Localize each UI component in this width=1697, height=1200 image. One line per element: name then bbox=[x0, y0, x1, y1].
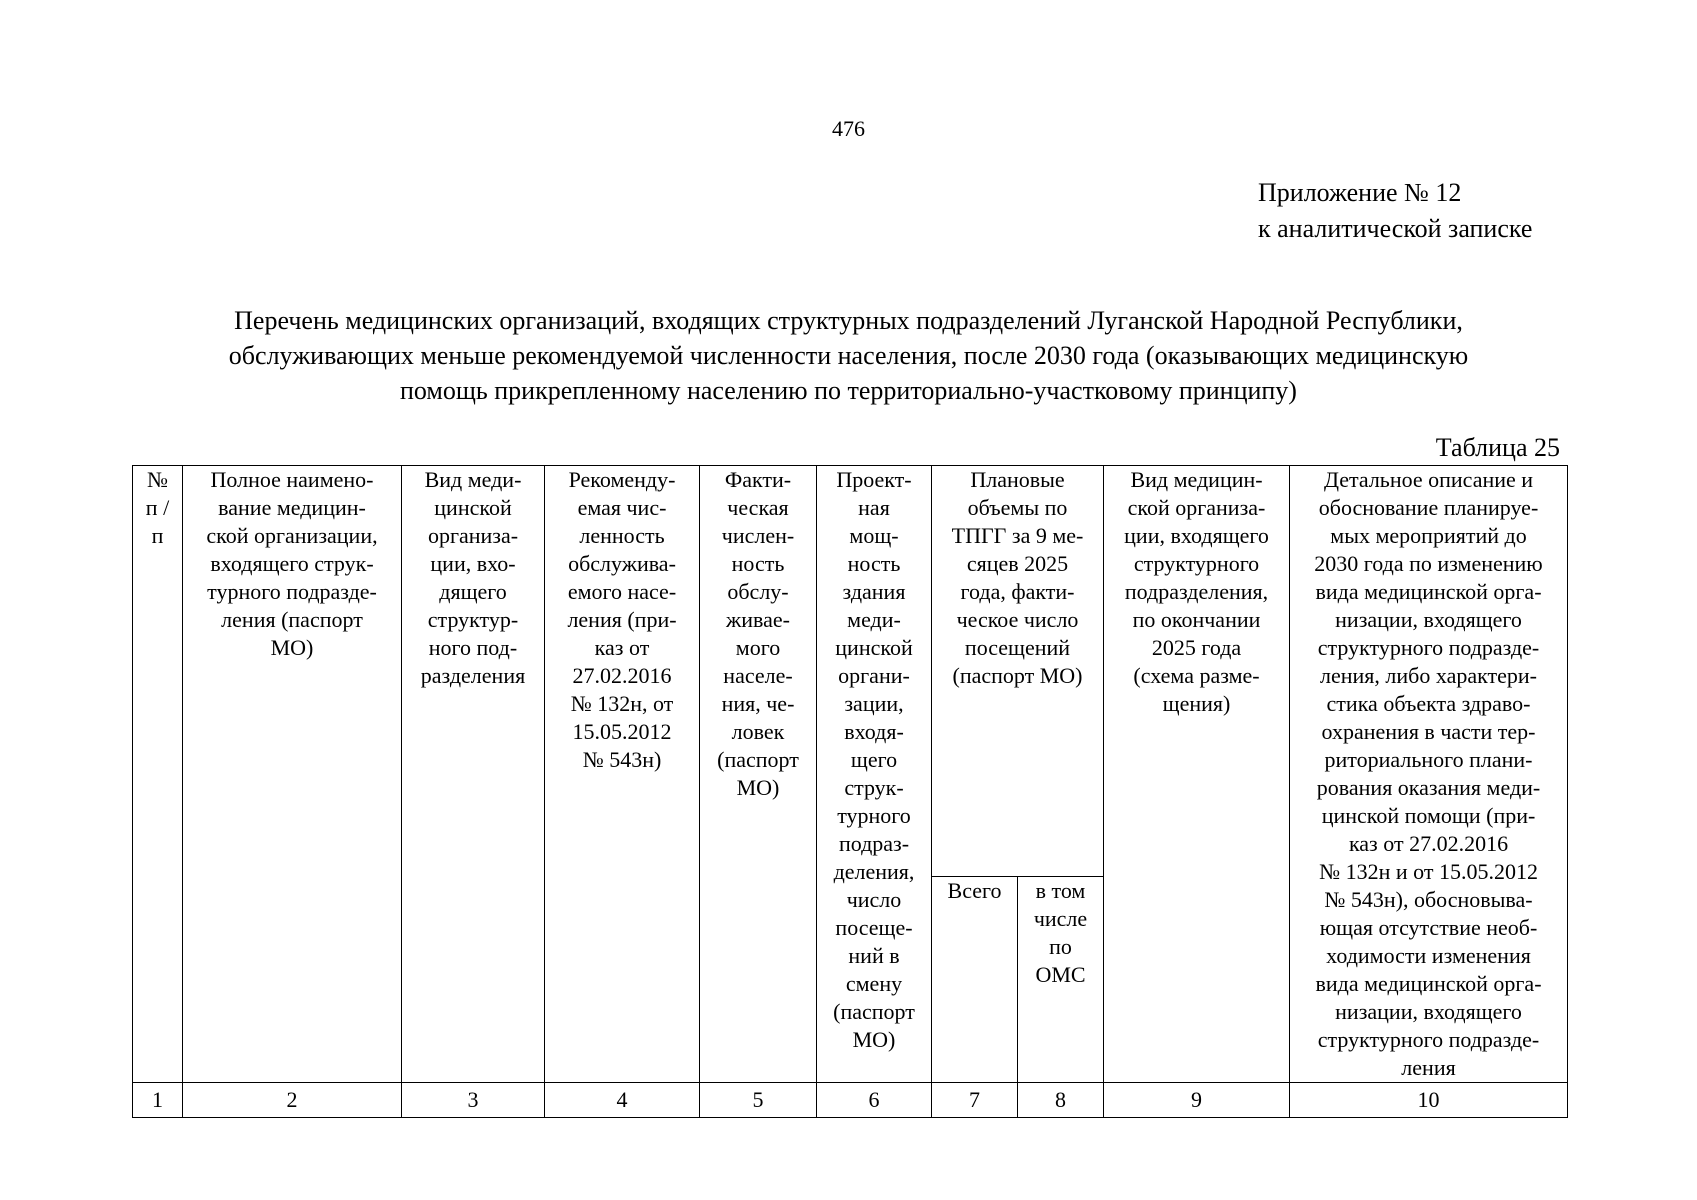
header-detailed-description: Детальное описание и обоснование планируе- мых мероприятий до 2030 года по изменению вида медицинской орга- низации, входящего структурного подразде- ления, либо характери- стика объекта здраво- охранения в части тер- риториального плани- рования оказания меди- цинской помощи (при- каз от 27.02.2016 № 132н и от 15.05.2012 № 543н), обосновыва- ющая отсутствие необ- ходимости изменения вида медицинской орга- низации, входящего структурного подразде- ления bbox=[1290, 466, 1568, 1083]
appendix-note bbox=[1258, 175, 1532, 247]
title-line-3: помощь прикрепленному населению по территориально-участковому принципу) bbox=[400, 376, 1297, 405]
document-title bbox=[120, 303, 1577, 408]
header-planned-total: Всего bbox=[932, 876, 1018, 1082]
column-number: 8 bbox=[1018, 1083, 1104, 1118]
header-organization-type-2025: Вид медицин- ской организа- ции, входящего структурного подразделения, по окончании 2025 года (схема разме- щения) bbox=[1104, 466, 1290, 1083]
appendix-line-1: Приложение № 12 bbox=[1258, 178, 1462, 207]
title-line-2: обслуживающих меньше рекомендуемой численности населения, после 2030 года (оказывающих медицинскую bbox=[228, 341, 1469, 370]
column-number: 6 bbox=[817, 1083, 932, 1118]
header-row bbox=[133, 466, 1568, 877]
header-row-number: № п / п bbox=[133, 466, 183, 1083]
column-number: 10 bbox=[1290, 1083, 1568, 1118]
column-number: 1 bbox=[133, 1083, 183, 1118]
header-design-capacity: Проект- ная мощ- ность здания меди- цинской органи- зации, входя- щего струк- турного подраз- деления, число посеще- ний в смену (паспорт МО) bbox=[817, 466, 932, 1083]
header-organization-type: Вид меди- цинской организа- ции, вхо- дящего структур- ного под- разделения bbox=[402, 466, 545, 1083]
column-number: 2 bbox=[183, 1083, 402, 1118]
appendix-line-2: к аналитической записке bbox=[1258, 214, 1533, 243]
header-organization-name: Полное наимено- вание медицин- ской организации, входящего струк- турного подразде- ления (паспорт МО) bbox=[183, 466, 402, 1083]
column-numbers-row bbox=[133, 1083, 1568, 1118]
header-actual-population: Факти- ческая числен- ность обслу- живае- мого населе- ния, че- ловек (паспорт МО) bbox=[700, 466, 817, 1083]
organizations-table bbox=[132, 465, 1568, 1118]
column-number: 5 bbox=[700, 1083, 817, 1118]
column-number: 4 bbox=[545, 1083, 700, 1118]
page-number: 476 bbox=[832, 116, 865, 141]
title-line-1: Перечень медицинских организаций, входящих структурных подразделений Луганской Народной Республики, bbox=[234, 306, 1463, 335]
header-planned-volumes: Плановые объемы по ТПГГ за 9 ме- сяцев 2025 года, факти- ческое число посещений (паспорт МО) bbox=[932, 466, 1104, 877]
table-caption: Таблица 25 bbox=[1435, 433, 1560, 462]
header-planned-oms: в том числе по ОМС bbox=[1018, 876, 1104, 1082]
column-number: 9 bbox=[1104, 1083, 1290, 1118]
header-recommended-population: Рекоменду- емая чис- ленность обслужива- емого насе- ления (при- каз от 27.02.2016 № 132н, от 15.05.2012 № 543н) bbox=[545, 466, 700, 1083]
column-number: 7 bbox=[932, 1083, 1018, 1118]
column-number: 3 bbox=[402, 1083, 545, 1118]
